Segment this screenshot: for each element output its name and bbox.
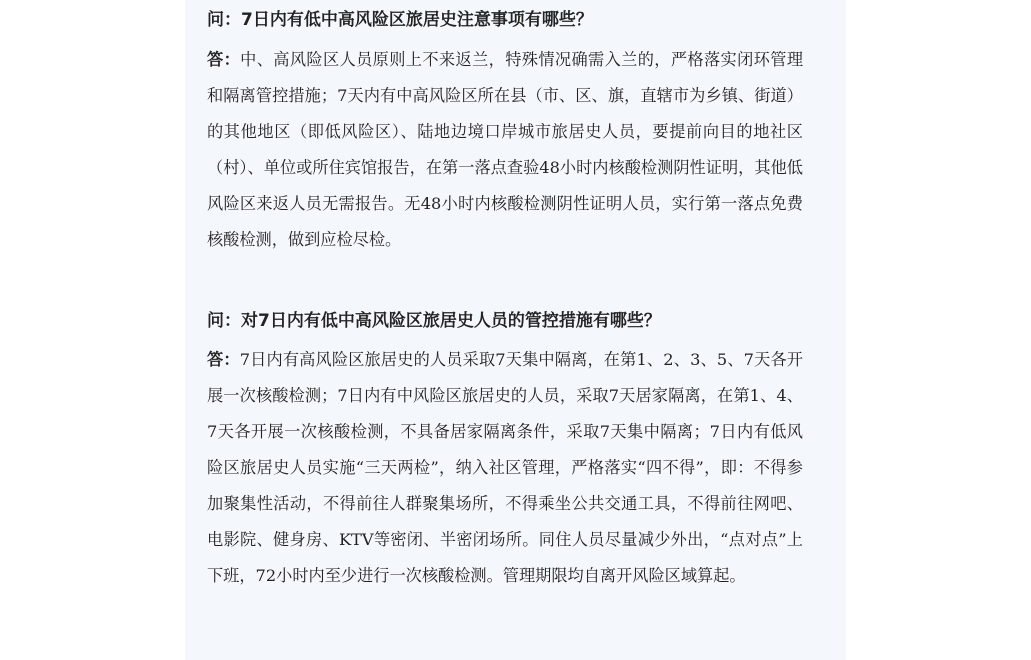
answer-2-text [207, 342, 803, 594]
answer-1 [207, 42, 803, 258]
question-2-body: 对7日内有低中高风险区旅居史人员的管控措施有哪些？ [241, 311, 661, 331]
question-2-prefix: 问： [207, 311, 241, 331]
answer-1-prefix: 答： [207, 50, 241, 69]
question-2-text [207, 309, 803, 333]
answer-1-text [207, 42, 803, 258]
answer-2 [207, 342, 803, 594]
question-2 [207, 309, 803, 333]
article-panel [185, 0, 846, 660]
question-1-prefix: 问： [207, 10, 241, 30]
question-1-text [207, 8, 803, 32]
answer-2-prefix: 答： [207, 350, 240, 369]
question-1 [207, 8, 803, 32]
question-1-body: 7日内有低中高风险区旅居史注意事项有哪些？ [241, 10, 593, 30]
answer-2-body: 7日内有高风险区旅居史的人员采取7天集中隔离，在第1、2、3、5、7天各开展一次核酸检测；7日内有中风险区旅居史的人员，采取7天居家隔离，在第1、4、7天各开展一次核酸检测，不具备居家隔离条件，采取7天集中隔离；7日内有低风险区旅居史人员实施“三天两检”，纳入社区管理，严格落实“四不得”，即：不得参加聚集性活动，不得前往人群聚集场所，不得乘坐公共交通工具，不得前往网吧、电影院、健身房、KTV等密闭、半密闭场所。同住人员尽量减少外出，“点对点”上下班，72小时内至少进行一次核酸检测。管理期限均自离开风险区域算起。 [207, 350, 803, 585]
answer-1-body: 中、高风险区人员原则上不来返兰，特殊情况确需入兰的，严格落实闭环管理和隔离管控措施；7天内有中高风险区所在县（市、区、旗，直辖市为乡镇、街道）的其他地区（即低风险区）、陆地边境口岸城市旅居史人员，要提前向目的地社区（村）、单位或所住宾馆报告，在第一落点查验48小时内核酸检测阴性证明，其他低风险区来返人员无需报告。无48小时内核酸检测阴性证明人员，实行第一落点免费核酸检测，做到应检尽检。 [207, 50, 804, 249]
